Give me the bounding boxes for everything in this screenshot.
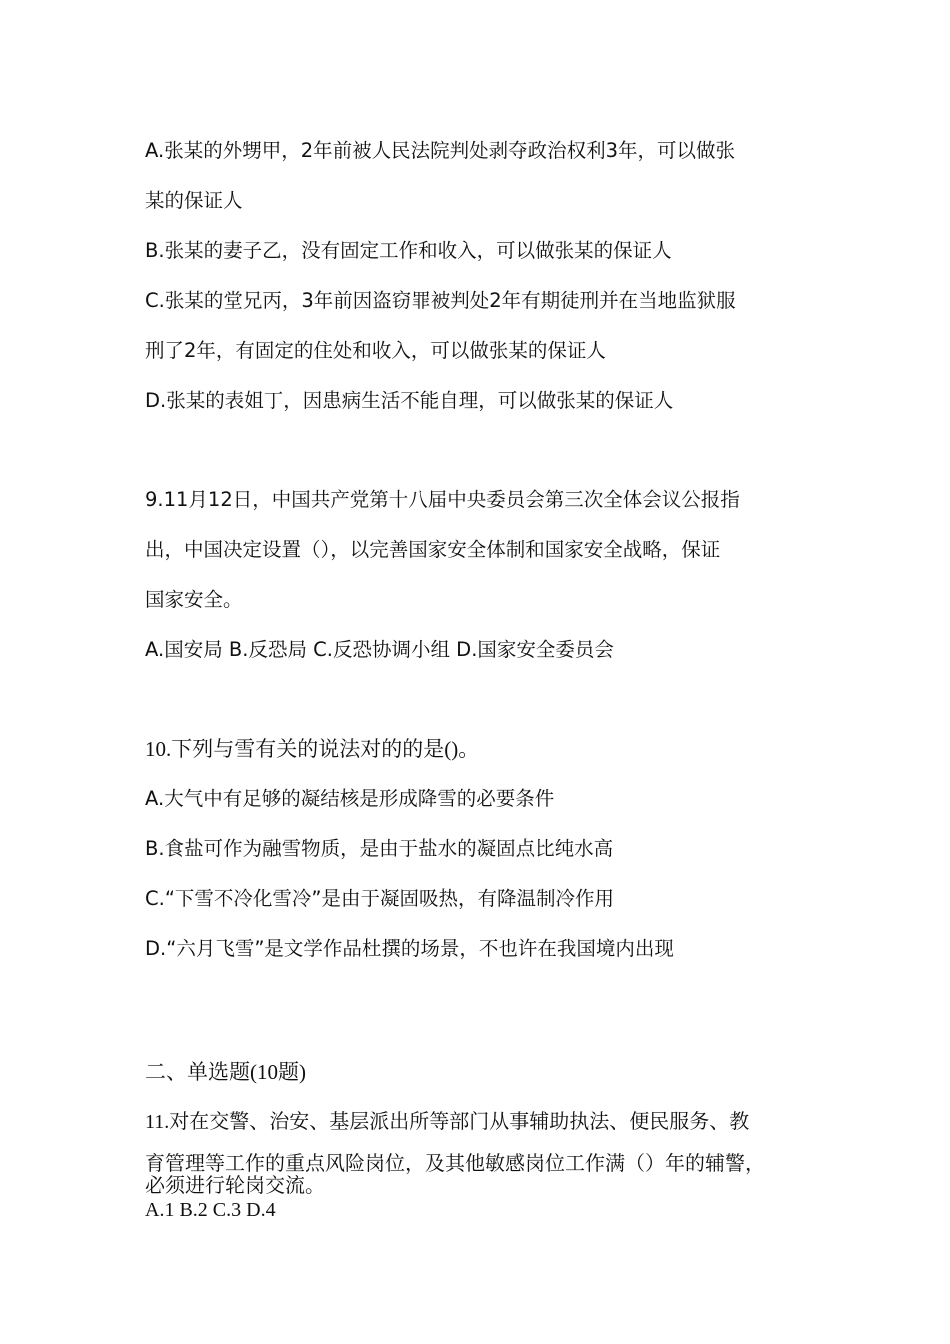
q10-option-b: B.食盐可作为融雪物质，是由于盐水的凝固点比纯水高: [145, 837, 614, 860]
q11-stem-line1: 11.对在交警、治安、基层派出所等部门从事辅助执法、便民服务、教: [145, 1111, 750, 1133]
section-heading: 二、单选题(10题): [145, 1060, 306, 1084]
q9-stem-line1: 9.11月12日，中国共产党第十八届中央委员会第三次全体会议公报指: [145, 488, 740, 511]
q11-options: A.1 B.2 C.3 D.4: [145, 1199, 276, 1221]
q8-option-d: D.张某的表姐丁，因患病生活不能自理，可以做张某的保证人: [145, 389, 674, 412]
q9-stem-line3: 国家安全。: [145, 588, 243, 611]
q8-option-b: B.张某的妻子乙，没有固定工作和收入，可以做张某的保证人: [145, 239, 672, 262]
q10-option-c: C.“下雪不冷化雪冷”是由于凝固吸热，有降温制冷作用: [145, 887, 615, 910]
q11-stem-line3: 必须进行轮岗交流。: [145, 1175, 325, 1197]
q9-stem-line2: 出，中国决定设置（），以完善国家安全体制和国家安全战略，保证: [145, 538, 721, 561]
q9-options: A.国安局 B.反恐局 C.反恐协调小组 D.国家安全委员会: [145, 638, 614, 661]
q8-option-c-line1: C.张某的堂兄丙，3年前因盗窃罪被判处2年有期徒刑并在当地监狱服: [145, 289, 736, 312]
q10-option-d: D.“六月飞雪”是文学作品杜撰的场景，不也许在我国境内出现: [145, 937, 674, 960]
q11-stem-line2: 育管理等工作的重点风险岗位，及其他敏感岗位工作满（）年的辅警，: [145, 1153, 765, 1175]
q10-stem: 10.下列与雪有关的说法对的的是()。: [145, 737, 480, 761]
q8-option-a-line1: A.张某的外甥甲，2年前被人民法院判处剥夺政治权利3年，可以做张: [145, 139, 736, 162]
q8-option-a-line2: 某的保证人: [145, 189, 243, 212]
q10-option-a: A.大气中有足够的凝结核是形成降雪的必要条件: [145, 787, 555, 810]
q8-option-c-line2: 刑了2年，有固定的住处和收入，可以做张某的保证人: [145, 339, 606, 362]
